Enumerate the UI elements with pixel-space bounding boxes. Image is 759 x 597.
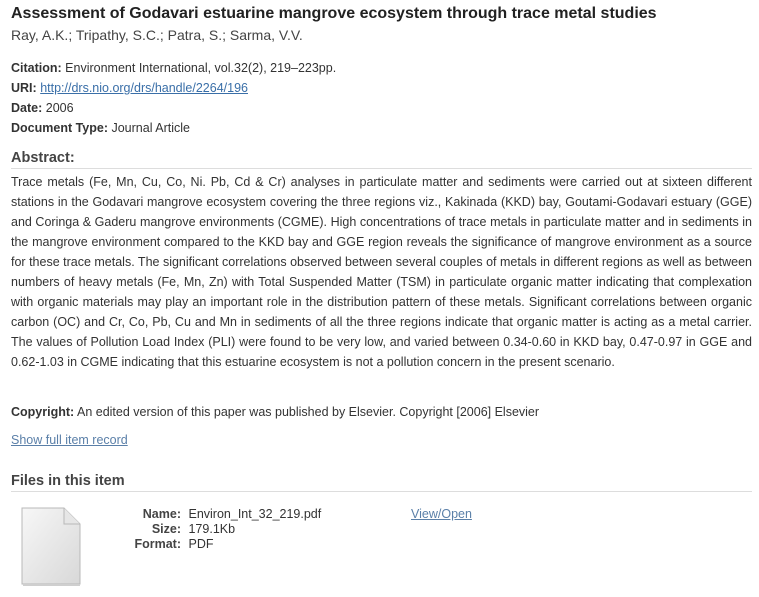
item-title: Assessment of Godavari estuarine mangrove ecosystem through trace metal studies [11,5,657,22]
document-type-label: Document Type: [11,121,108,135]
file-name-row [61,507,321,521]
file-format-label: Format: [134,537,181,551]
file-size-label: Size: [151,522,181,536]
file-name-label: Name: [142,507,181,521]
file-format-row [61,537,213,551]
abstract-text: Trace metals (Fe, Mn, Cu, Co, Ni. Pb, Cd & Cr) analyses in particulate matter and sediments were carried out at sixteen different stations in the Godavari mangrove ecosystem covering the three regions viz., Kakinada (KKD) bay, Goutami-Godavari estuary (GGE) and Coringa & Gaderu mangrove environments (CGME). High concentrations of trace metals in particulate matter and in sediments in the mangrove environment compared to the KKD bay and GGE region reveals the significance of mangrove environment as a source for these trace metals. The significant correlations observed between several couples of metals in different regions as well as between numbers of heavy metals (Fe, Mn, Zn) with Total Suspended Matter (TSM) in particulate organic matter indicating that complexation with organic materials may play an important role in the distribution pattern of these metals. Significant correlations between organic carbon (OC) and Cr, Co, Pb, Cu and Mn in sediments of all the three regions indicate that organic matter is acting as a metal carrier. The values of Pollution Load Index (PLI) were found to be very low, and varied between 0.34-0.60 in KKD bay, 0.47-0.97 in GGE and 0.62-1.03 in CGME indicating that this estuarine ecosystem is not a pollution concern in the present scenario. [11,175,752,369]
date-label: Date: [11,101,43,115]
uri-row [11,81,248,95]
uri-label: URI: [11,81,37,95]
citation-value: Environment International, vol.32(2), 219–223pp. [65,61,337,75]
show-full-record-link[interactable]: Show full item record [11,433,128,447]
copyright-row [11,405,539,419]
date-row [11,101,74,115]
copyright-label: Copyright: [11,405,75,419]
uri-link[interactable]: http://drs.nio.org/drs/handle/2264/196 [40,81,248,95]
file-name-value: Environ_Int_32_219.pdf [188,507,322,521]
document-type-value: Journal Article [111,121,190,135]
view-open-link[interactable]: View/Open [411,507,472,521]
file-format-value: PDF [188,537,214,551]
file-size-value: 179.1Kb [188,522,236,536]
document-type-row [11,121,190,135]
abstract-heading: Abstract: [11,150,75,166]
citation-row [11,61,336,75]
files-divider [11,491,752,492]
abstract-divider [11,168,752,169]
copyright-value: An edited version of this paper was published by Elsevier. Copyright [2006] Elsevier [76,405,540,419]
date-value: 2006 [45,101,74,115]
item-authors: Ray, A.K.; Tripathy, S.C.; Patra, S.; Sarma, V.V. [11,27,303,43]
citation-label: Citation: [11,61,62,75]
files-heading: Files in this item [11,473,125,489]
file-size-row [61,522,235,536]
